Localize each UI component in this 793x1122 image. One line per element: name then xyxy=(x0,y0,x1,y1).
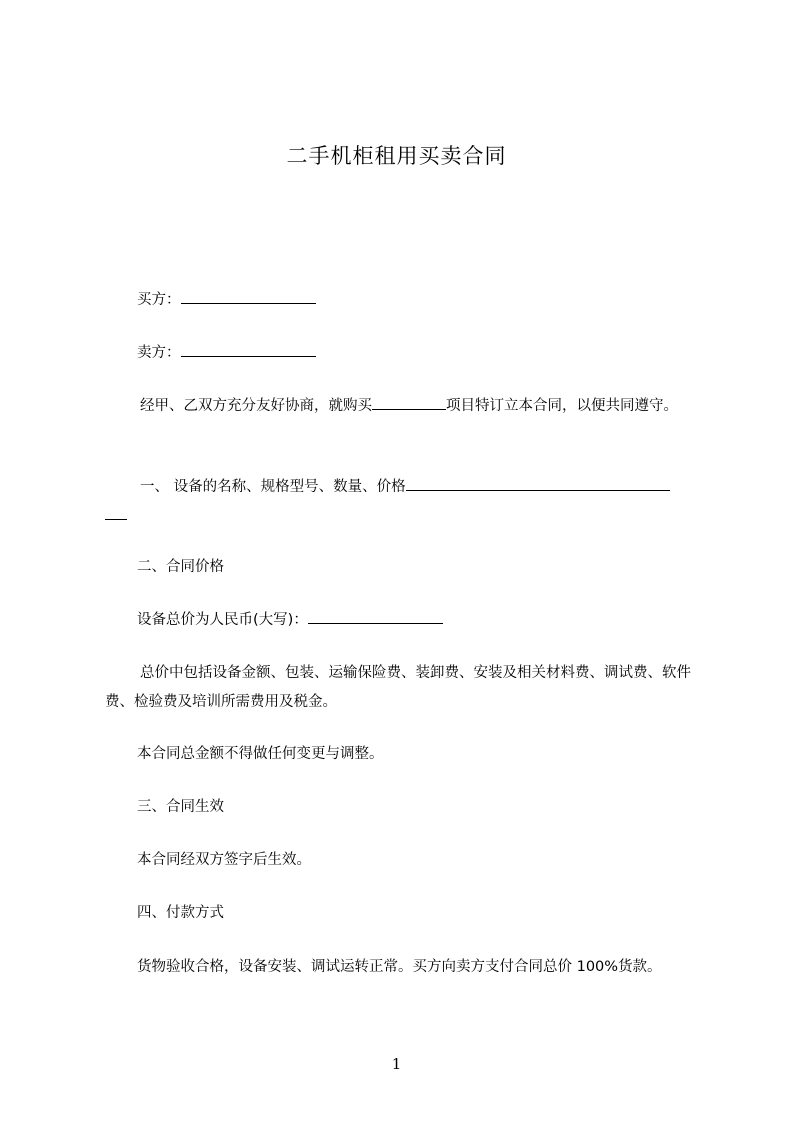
section-1-label: 一、 设备的名称、规格型号、数量、价格 xyxy=(140,479,406,495)
section-2-heading: 二、合同价格 xyxy=(137,559,224,575)
section-4-heading: 四、付款方式 xyxy=(137,905,224,921)
buyer-blank xyxy=(181,288,316,304)
intro-paragraph xyxy=(105,392,705,421)
total-price-line xyxy=(137,606,443,635)
intro-part2: 项目特订立本合同，以便共同遵守。 xyxy=(446,398,678,414)
payment-text: 货物验收合格，设备安装、调试运转正常。买方向卖方支付合同总价 100%货款。 xyxy=(137,959,662,975)
buyer-line xyxy=(137,286,316,315)
section-1-blank-cont xyxy=(105,504,127,520)
seller-label: 卖方： xyxy=(137,345,181,361)
price-fixed-text: 本合同总金额不得做任何变更与调整。 xyxy=(137,746,384,762)
seller-blank xyxy=(181,341,316,357)
buyer-label: 买方： xyxy=(137,292,181,308)
total-price-label: 设备总价为人民币(大写)： xyxy=(137,612,308,628)
intro-blank xyxy=(372,394,446,410)
section-1-blank xyxy=(406,475,670,491)
document-title: 二手机柜租用买卖合同 xyxy=(286,144,507,168)
total-price-blank xyxy=(308,608,443,624)
intro-part1: 经甲、乙双方充分友好协商，就购买 xyxy=(140,398,372,414)
section-1 xyxy=(105,473,705,531)
page-number: 1 xyxy=(391,1055,402,1073)
price-includes-paragraph: 总价中包括设备金额、包装、运输保险费、装卸费、安装及相关材料费、调试费、软件费、检验费及培训所需费用及税金。 xyxy=(105,665,691,710)
seller-line xyxy=(137,339,316,368)
effective-text: 本合同经双方签字后生效。 xyxy=(137,852,311,868)
section-3-heading: 三、合同生效 xyxy=(137,799,224,815)
